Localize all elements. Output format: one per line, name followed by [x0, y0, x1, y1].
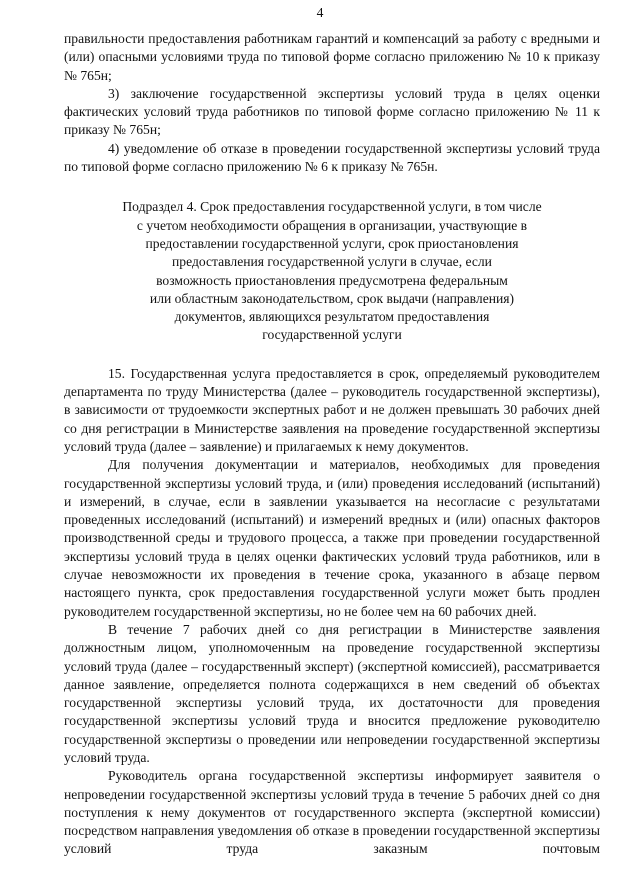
heading-line: предоставлении государственной услуги, срок приостановления — [145, 235, 519, 251]
section-heading — [64, 198, 600, 344]
heading-line: предоставления государственной услуги в случае, если — [172, 254, 492, 270]
paragraph-item4: 4) уведомление об отказе в проведении государственной экспертизы условий труда по типовой форме согласно приложению № 6 к приказу № 765н. — [64, 140, 600, 175]
paragraph-15: 15. Государственная услуга предоставляется в срок, определяемый руководителем департамента по труду Министерства (далее – руководитель государственной экспертизы), в зависимости от трудоемкости экспертных работ и не должен превышать 30 рабочих дней со дня регистрации в Министерстве заявления на проведение государственной экспертизы условий труда (далее – заявление) и прилагаемых к нему документов. — [64, 365, 600, 454]
heading-line: возможность приостановления предусмотрена федеральным — [156, 272, 508, 288]
heading-line: или областным законодательством, срок выдачи (направления) — [149, 290, 515, 306]
heading-line: государственной услуги — [262, 327, 402, 343]
heading-line: с учетом необходимости обращения в организации, участвующие в — [136, 217, 528, 233]
heading-line: документов, являющихся результатом предоставления — [174, 309, 490, 325]
paragraph-item2-tail: правильности предоставления работникам гарантий и компенсаций за работу с вредными и (или) опасными условиями труда по типовой форме согласно приложению № 10 к приказу № 765н; — [64, 31, 600, 83]
paragraph-item3: 3) заключение государственной экспертизы условий труда в целях оценки фактических условий труда работников по типовой форме согласно приложению № 11 к приказу № 765н; — [64, 85, 600, 138]
paragraph-documents: Для получения документации и материалов, необходимых для проведения государственной экспертизы условий труда, и (или) проведения исследований (испытаний) и измерений, в случае, если в заявлении указывается на несогласие с результатами проведенных исследований (испытаний) и измерений вредных и (или) опасных факторов производственной среды и трудового процесса, а также при проведении государственной экспертизы условий труда в целях оценки фактических условий труда работников, или в случае невозможности их проведения в течение срока, указанного в абзаце первом настоящего пункта, срок предоставления государственной услуги может быть продлен руководителем государственной экспертизы, но не более чем на 60 рабочих дней. — [64, 457, 600, 619]
paragraph-7-days: В течение 7 рабочих дней со дня регистрации в Министерстве заявления должностным лицом, уполномоченным на проведение государственной экспертизы условий труда (далее – государственный эксперт) (экспертной комиссией), рассматривается данное заявление, определяется полнота содержащихся в нем сведений об объектах государственной экспертизы условий труда, их достаточности для проведения государственной экспертизы условий труда и вносится предложение руководителю государственной экспертизы о проведении или непроведении государственной экспертизы условий труда. — [64, 621, 600, 765]
document-content — [64, 30, 600, 859]
page-number: 4 — [316, 5, 324, 20]
paragraph-head-informs: Руководитель органа государственной экспертизы информирует заявителя о непроведении государственной экспертизы условий труда в течение 5 рабочих дней со дня поступления к нему документов от государственного эксперта (экспертной комиссии) посредством направления уведомления об отказе в проведении государственной экспертизы условий труда заказным почтовым — [64, 768, 600, 857]
heading-line: Подраздел 4. Срок предоставления государственной услуги, в том числе — [122, 199, 542, 215]
